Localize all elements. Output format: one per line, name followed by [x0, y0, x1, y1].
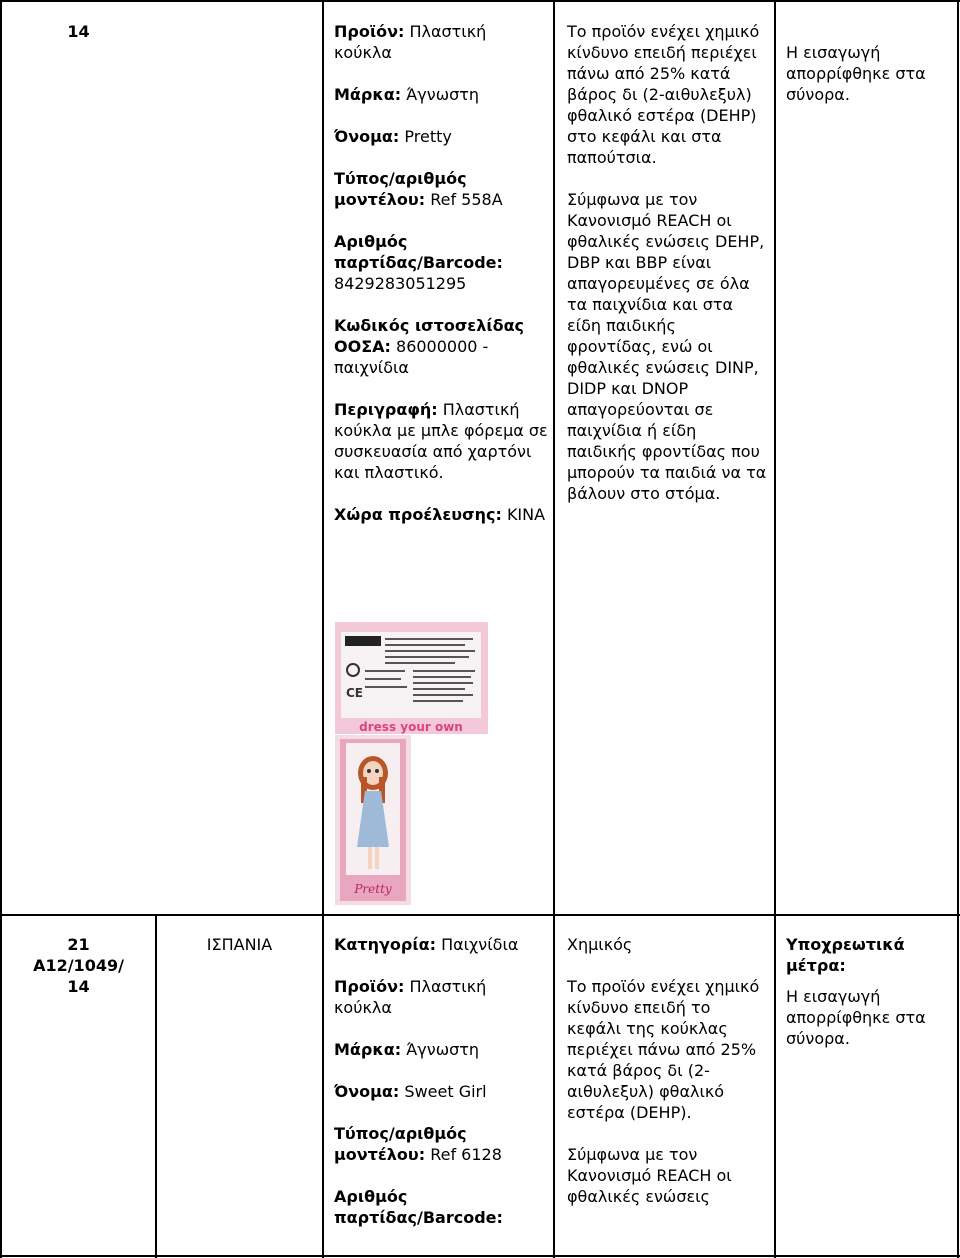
risk-description: Το προϊόν ενέχει χημικό κίνδυνο επειδή το κεφάλι της κούκλας περιέχει πάνω από 25% κατά βάρος δι (2-αιθυλεξυλ) φθαλικό εστέρα (DEHP). [567, 977, 760, 1122]
packaging-slogan: dress your own [359, 720, 463, 734]
table-bottom-rule [0, 1255, 960, 1257]
regulation-note: Σύμφωνα με τον Κανονισμό REACH οι φθαλικές ενώσεις [567, 1145, 732, 1206]
packaging-back-photo [335, 622, 488, 734]
row1-product-details [334, 21, 548, 525]
measure-text: Η εισαγωγή απορρίφθηκε στα σύνορα. [786, 43, 926, 104]
product-field: Προϊόν: Πλαστική κούκλα [334, 977, 487, 1017]
name-field: Όνομα: Sweet Girl [334, 1082, 487, 1101]
table-right-rule [957, 0, 959, 1258]
regulation-note: Σύμφωνα με τον Κανονισμό REACH οι φθαλικές ενώσεις DEHP, DBP και BBP είναι απαγορευμένες σε όλα τα παιχνίδια και στα είδη παιδικής φροντίδας, ενώ οι φθαλικές ενώσεις DINP, DIDP και DNOP απαγορεύονται σε παιχνίδια ή είδη παιδικής φροντίδας που μπορούν τα παιδιά να τα βάλουν στο στόμα. [567, 190, 767, 503]
col-divider [553, 0, 555, 1258]
doll-box-photo [335, 735, 411, 905]
model-field: Τύπος/αριθμός μοντέλου: Ref 6128 [334, 1124, 502, 1164]
category-field: Κατηγορία: Παιχνίδια [334, 935, 519, 954]
row1-number [2, 21, 155, 42]
product-field: Προϊόν: Πλαστική κούκλα [334, 22, 487, 62]
row2-number [2, 934, 155, 997]
brand-field: Μάρκα: Άγνωστη [334, 85, 480, 104]
description-field: Περιγραφή: Πλαστική κούκλα με μπλε φόρεμα σε συσκευασία από χαρτόνι και πλαστικό. [334, 400, 548, 482]
row1-risk [567, 21, 767, 504]
batch-field: Αριθμός παρτίδας/Barcode: [334, 1187, 503, 1227]
table-left-rule [0, 0, 2, 1258]
row2-risk [567, 934, 767, 1207]
row2-measures [786, 934, 952, 1049]
brand-field: Μάρκα: Άγνωστη [334, 1040, 480, 1059]
row-separator [0, 914, 960, 916]
box-brand-text: Pretty [354, 882, 392, 896]
oecd-field: Κωδικός ιστοσελίδας ΟΟΣΑ: 86000000 - παιχνίδια [334, 316, 525, 377]
row1-measures [786, 42, 952, 105]
row2-product-details [334, 934, 548, 1228]
batch-field: Αριθμός παρτίδας/Barcode: 8429283051295 [334, 232, 503, 293]
alert-number-line: 14 [67, 977, 90, 996]
measure-text: Η εισαγωγή απορρίφθηκε στα σύνορα. [786, 987, 926, 1048]
risk-description: Το προϊόν ενέχει χημικό κίνδυνο επειδή περιέχει πάνω από 25% κατά βάρος δι (2-αιθυλεξυλ) φθαλικό εστέρα (DEHP) στο κεφάλι και στα παπούτσια. [567, 22, 760, 167]
row2-country [157, 934, 322, 955]
alert-number: 14 [67, 22, 90, 41]
measure-label: Υποχρεωτικά μέτρα: [786, 935, 905, 975]
col-divider [322, 0, 324, 1258]
col-divider [155, 914, 157, 1258]
origin-field: Χώρα προέλευσης: ΚΙΝΑ [334, 505, 546, 524]
col-divider [774, 0, 776, 1258]
alert-number-line: A12/1049/ [33, 956, 124, 975]
model-field: Τύπος/αριθμός μοντέλου: Ref 558A [334, 169, 503, 209]
table-top-rule [0, 0, 960, 2]
alert-number-line: 21 [67, 935, 90, 954]
name-field: Όνομα: Pretty [334, 127, 452, 146]
risk-type: Χημικός [567, 935, 633, 954]
svg-text:CE: CE [346, 686, 364, 700]
notifying-country: ΙΣΠΑΝΙΑ [206, 935, 273, 954]
